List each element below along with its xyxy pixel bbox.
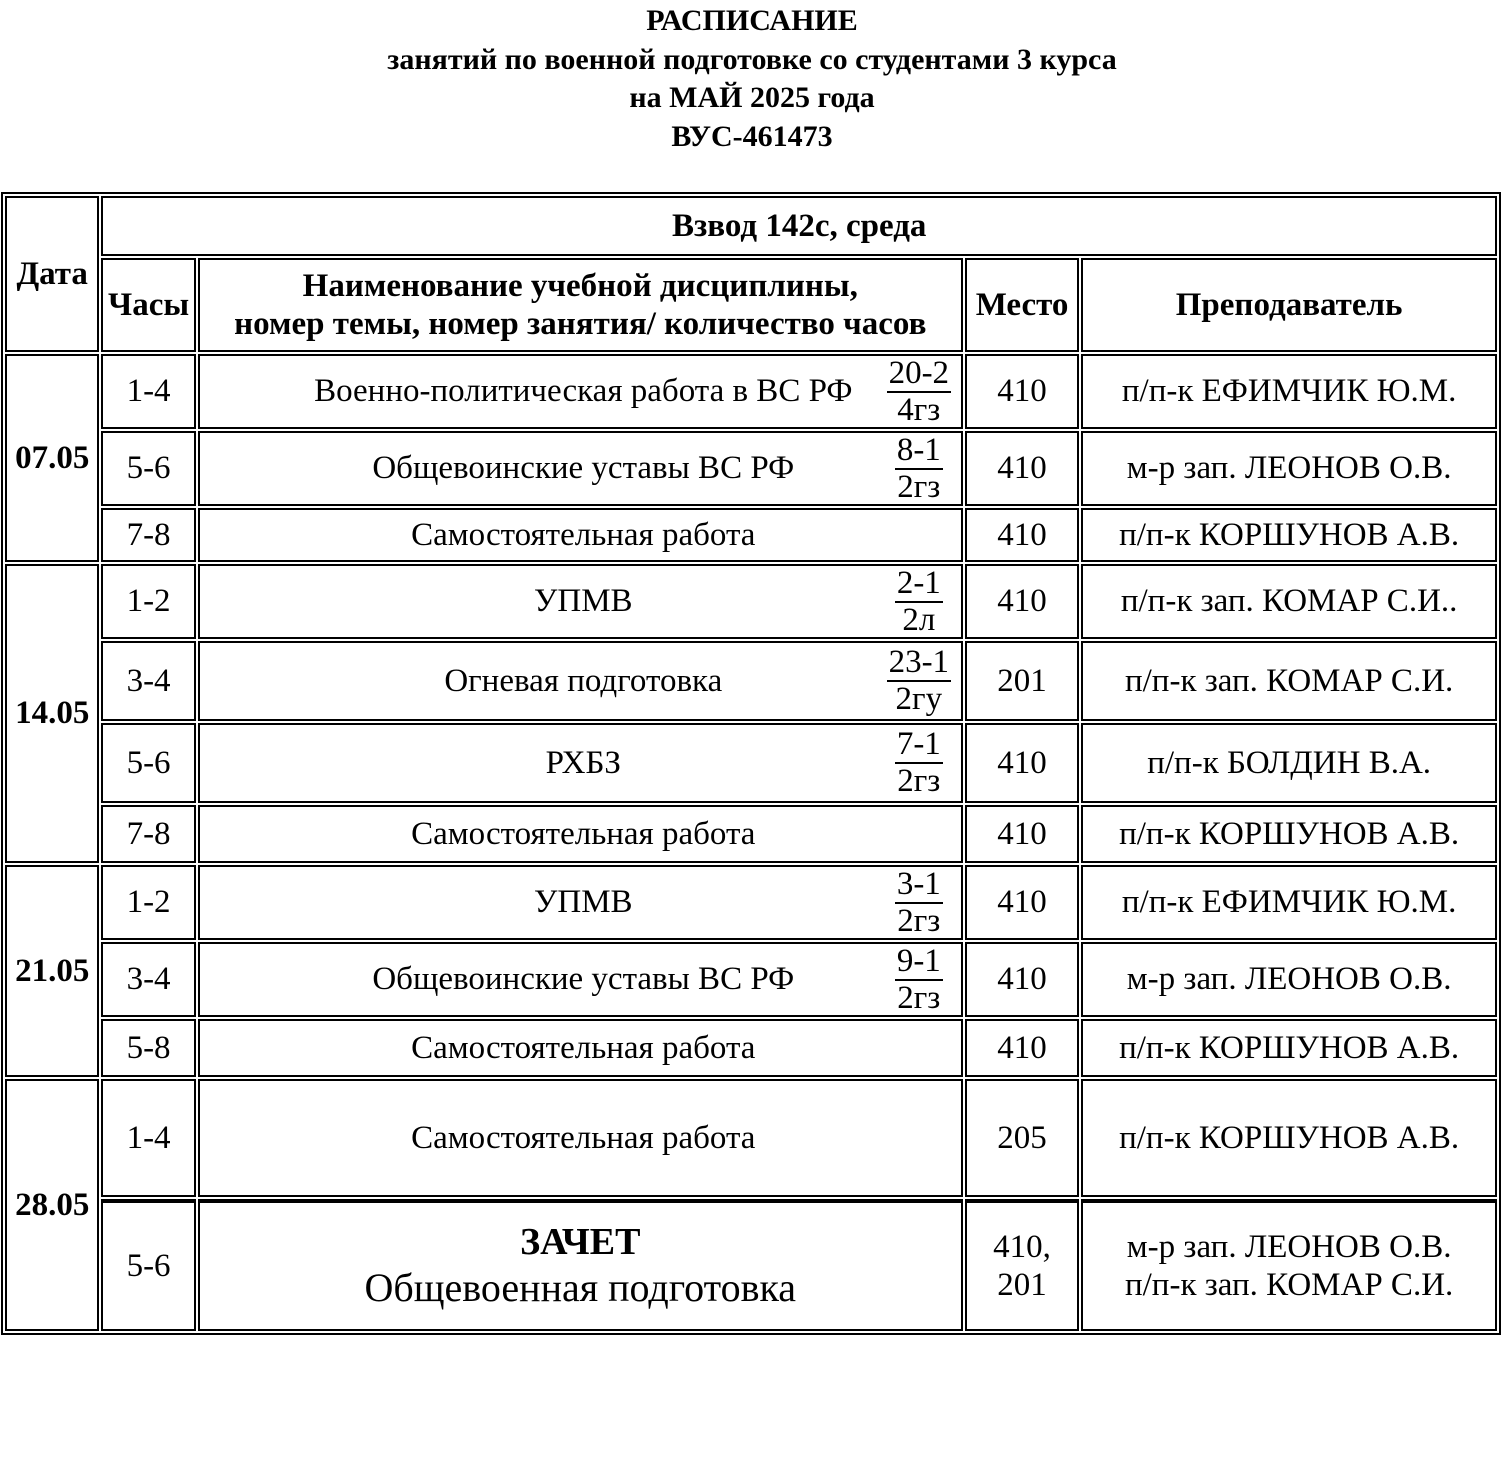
header-subtitle: занятий по военной подготовке со студентами 3 курса bbox=[387, 42, 1117, 76]
col-header-hours: Часы bbox=[101, 258, 195, 352]
lesson-subject: Огневая подготовка bbox=[444, 662, 723, 699]
lesson-teacher: п/п-к ЕФИМЧИК Ю.М. bbox=[1081, 865, 1497, 940]
lesson-code bbox=[881, 867, 957, 938]
lesson-hours: 3-4 bbox=[101, 641, 195, 721]
table-row bbox=[5, 1019, 1497, 1077]
table-row bbox=[5, 431, 1497, 506]
col-header-room: Место bbox=[965, 258, 1079, 352]
header-period: на МАЙ 2025 года bbox=[629, 81, 875, 114]
lesson-room: 410 bbox=[965, 564, 1079, 639]
lesson-subject-cell bbox=[198, 431, 963, 506]
lesson-room: 410 bbox=[965, 723, 1079, 803]
exam-teacher-1: м-р зап. ЛЕОНОВ О.В. bbox=[1126, 1229, 1452, 1265]
exam-subject: Общевоенная подготовка bbox=[364, 1265, 797, 1310]
lesson-code bbox=[881, 433, 957, 504]
lesson-hours: 1-2 bbox=[101, 564, 195, 639]
lesson-hours: 7-8 bbox=[101, 805, 195, 863]
lesson-teacher: п/п-к зап. КОМАР С.И.. bbox=[1081, 564, 1497, 639]
lesson-subject: Самостоятельная работа bbox=[411, 1119, 756, 1156]
lesson-topic-number: 23-1 bbox=[888, 644, 950, 680]
lesson-topic-number: 8-1 bbox=[896, 431, 941, 468]
lesson-subject: Общевоинские уставы ВС РФ bbox=[372, 961, 795, 997]
lesson-code bbox=[881, 944, 957, 1015]
exam-row bbox=[5, 1199, 1497, 1331]
table-row bbox=[5, 641, 1497, 721]
day-date: 07.05 bbox=[5, 354, 99, 562]
lesson-hours: 5-6 bbox=[101, 431, 195, 506]
lesson-subject-cell bbox=[198, 1079, 963, 1197]
lesson-topic-number: 20-2 bbox=[888, 354, 950, 391]
lesson-subject: УПМВ bbox=[534, 583, 633, 619]
day-date: 14.05 bbox=[5, 564, 99, 863]
column-header-row bbox=[5, 258, 1497, 352]
lesson-hours: 1-4 bbox=[101, 354, 195, 429]
schedule-table bbox=[1, 192, 1501, 1335]
lesson-hours-type: 2л bbox=[902, 601, 936, 638]
exam-room-line1: 410, bbox=[993, 1229, 1051, 1265]
lesson-room: 205 bbox=[965, 1079, 1079, 1197]
lesson-hours-type: 2гз bbox=[897, 763, 941, 799]
lesson-subject-cell bbox=[198, 723, 963, 803]
lesson-room: 410 bbox=[965, 942, 1079, 1017]
lesson-room: 410 bbox=[965, 1019, 1079, 1077]
lesson-topic-number: 9-1 bbox=[896, 942, 941, 979]
lesson-subject-cell bbox=[198, 942, 963, 1017]
lesson-subject-cell bbox=[198, 354, 963, 429]
lesson-teacher: п/п-к ЕФИМЧИК Ю.М. bbox=[1081, 354, 1497, 429]
lesson-subject-cell bbox=[198, 1019, 963, 1077]
exam-hours: 5-6 bbox=[101, 1199, 195, 1331]
header-specialty: ВУС-461473 bbox=[671, 119, 833, 153]
lesson-teacher: м-р зап. ЛЕОНОВ О.В. bbox=[1081, 942, 1497, 1017]
lesson-teacher: п/п-к КОРШУНОВ А.В. bbox=[1081, 1079, 1497, 1197]
document-header bbox=[0, 2, 1504, 156]
lesson-hours: 1-2 bbox=[101, 865, 195, 940]
lesson-teacher: п/п-к зап. КОМАР С.И. bbox=[1081, 641, 1497, 721]
table-row bbox=[5, 508, 1497, 562]
lesson-hours: 5-6 bbox=[101, 723, 195, 803]
lesson-room: 410 bbox=[965, 805, 1079, 863]
lesson-teacher: п/п-к БОЛДИН В.А. bbox=[1081, 723, 1497, 803]
lesson-hours-type: 2гз bbox=[897, 902, 941, 939]
table-row bbox=[5, 942, 1497, 1017]
lesson-subject: Самостоятельная работа bbox=[411, 1029, 756, 1066]
lesson-teacher: п/п-к КОРШУНОВ А.В. bbox=[1081, 1019, 1497, 1077]
table-row bbox=[5, 1079, 1497, 1197]
lesson-hours: 5-8 bbox=[101, 1019, 195, 1077]
lesson-topic-number: 3-1 bbox=[896, 865, 941, 902]
table-row bbox=[5, 805, 1497, 863]
col-header-subject-line1: Наименование учебной дисциплины, bbox=[302, 268, 858, 304]
table-row bbox=[5, 865, 1497, 940]
day-date: 28.05 bbox=[5, 1079, 99, 1331]
lesson-code bbox=[881, 566, 957, 637]
col-header-subject-line2: номер темы, номер занятия/ количество часов bbox=[234, 306, 927, 342]
lesson-hours-type: 2гу bbox=[895, 681, 943, 717]
lesson-room: 410 bbox=[965, 508, 1079, 562]
lesson-subject: Общевоинские уставы ВС РФ bbox=[372, 450, 795, 486]
lesson-room: 410 bbox=[965, 431, 1079, 506]
table-row bbox=[5, 354, 1497, 429]
exam-cell bbox=[198, 1199, 963, 1331]
day-date: 21.05 bbox=[5, 865, 99, 1077]
lesson-subject-cell bbox=[198, 564, 963, 639]
lesson-teacher: п/п-к КОРШУНОВ А.В. bbox=[1081, 805, 1497, 863]
lesson-room: 410 bbox=[965, 865, 1079, 940]
lesson-subject: Самостоятельная работа bbox=[411, 815, 756, 852]
lesson-subject: Военно-политическая работа в ВС РФ bbox=[314, 373, 853, 409]
lesson-subject-cell bbox=[198, 508, 963, 562]
platoon-title: Взвод 142с, среда bbox=[101, 196, 1497, 256]
lesson-topic-number: 7-1 bbox=[896, 726, 941, 762]
lesson-teacher: м-р зап. ЛЕОНОВ О.В. bbox=[1081, 431, 1497, 506]
col-header-date: Дата bbox=[5, 196, 99, 352]
lesson-subject: РХБЗ bbox=[545, 744, 621, 781]
lesson-teacher: п/п-к КОРШУНОВ А.В. bbox=[1081, 508, 1497, 562]
lesson-hours-type: 2гз bbox=[897, 979, 941, 1016]
col-header-teacher: Преподаватель bbox=[1081, 258, 1497, 352]
exam-room bbox=[965, 1199, 1079, 1331]
col-header-subject bbox=[198, 258, 963, 352]
lesson-hours-type: 2гз bbox=[897, 468, 941, 505]
table-row bbox=[5, 564, 1497, 639]
exam-title: ЗАЧЕТ bbox=[520, 1221, 641, 1263]
lesson-code bbox=[881, 643, 957, 719]
lesson-subject-cell bbox=[198, 641, 963, 721]
lesson-subject: Самостоятельная работа bbox=[411, 516, 756, 553]
lesson-room: 201 bbox=[965, 641, 1079, 721]
lesson-code bbox=[881, 356, 957, 427]
exam-teacher-2: п/п-к зап. КОМАР С.И. bbox=[1124, 1267, 1454, 1303]
lesson-hours: 7-8 bbox=[101, 508, 195, 562]
platoon-header-row bbox=[5, 196, 1497, 256]
lesson-subject: УПМВ bbox=[534, 884, 633, 920]
table-row bbox=[5, 723, 1497, 803]
exam-teachers bbox=[1081, 1199, 1497, 1331]
lesson-code bbox=[881, 725, 957, 801]
lesson-room: 410 bbox=[965, 354, 1079, 429]
lesson-hours: 1-4 bbox=[101, 1079, 195, 1197]
lesson-hours: 3-4 bbox=[101, 942, 195, 1017]
lesson-topic-number: 2-1 bbox=[896, 564, 941, 601]
lesson-subject-cell bbox=[198, 865, 963, 940]
lesson-subject-cell bbox=[198, 805, 963, 863]
lesson-hours-type: 4гз bbox=[897, 391, 941, 428]
exam-room-line2: 201 bbox=[997, 1267, 1047, 1303]
header-title: РАСПИСАНИЕ bbox=[646, 4, 858, 37]
